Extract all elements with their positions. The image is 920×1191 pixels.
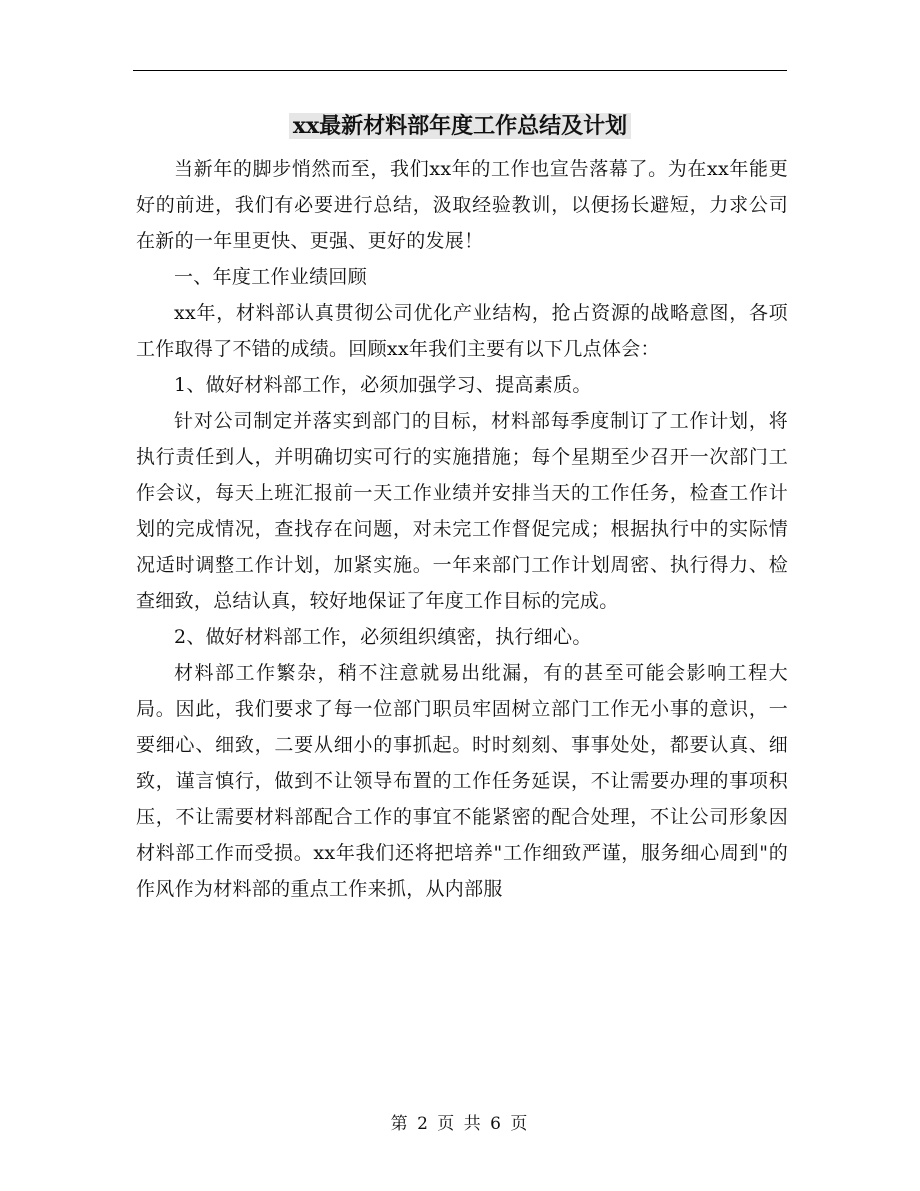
page-footer: 第 2 页 共 6 页 (390, 1114, 530, 1134)
paragraph-point-1: 针对公司制定并落实到部门的目标，材料部每季度制订了工作计划，将执行责任到人，并明确切实可行的实施措施；每个星期至少召开一次部门工作会议，每天上班汇报前一天工作业绩并安排当天的工作任务，检查工作计划的完成情况，查找存在问题，对未完工作督促完成；根据执行中的实际情况适时调整工作计划，加紧实施。一年来部门工作计划周密、执行得力、检查细致，总结认真，较好地保证了年度工作目标的完成。 (136, 410, 788, 612)
header-rule (133, 70, 787, 71)
paragraph-intro: 当新年的脚步悄然而至，我们xx年的工作也宣告落幕了。为在xx年能更好的前进，我们有必要进行总结，汲取经验教训，以便扬长避短，力求公司在新的一年里更快、更强、更好的发展！ (136, 158, 788, 252)
paragraph-review-summary: xx年，材料部认真贯彻公司优化产业结构，抢占资源的战略意图，各项工作取得了不错的成绩。回顾xx年我们主要有以下几点体会： (136, 302, 788, 360)
subheading-point-2: 2、做好材料部工作，必须组织缜密，执行细心。 (174, 626, 592, 648)
document-title-text: xx最新材料部年度工作总结及计划 (289, 113, 631, 139)
subheading-point-1: 1、做好材料部工作，必须加强学习、提高素质。 (174, 374, 592, 396)
paragraph-point-2: 材料部工作繁杂，稍不注意就易出纰漏，有的甚至可能会影响工程大局。因此，我们要求了每一位部门职员牢固树立部门工作无小事的意识，一要细心、细致，二要从细小的事抓起。时时刻刻、事事处处，都要认真、细致，谨言慎行，做到不让领导布置的工作任务延误，不让需要办理的事项积压，不让需要材料部配合工作的事宜不能紧密的配合处理，不让公司形象因材料部工作而受损。xx年我们还将把培养"工作细致严谨，服务细心周到"的作风作为材料部的重点工作来抓，从内部服 (136, 662, 788, 900)
document-title (0, 108, 920, 144)
document-body (136, 151, 788, 907)
section-heading-review: 一、年度工作业绩回顾 (174, 266, 368, 288)
